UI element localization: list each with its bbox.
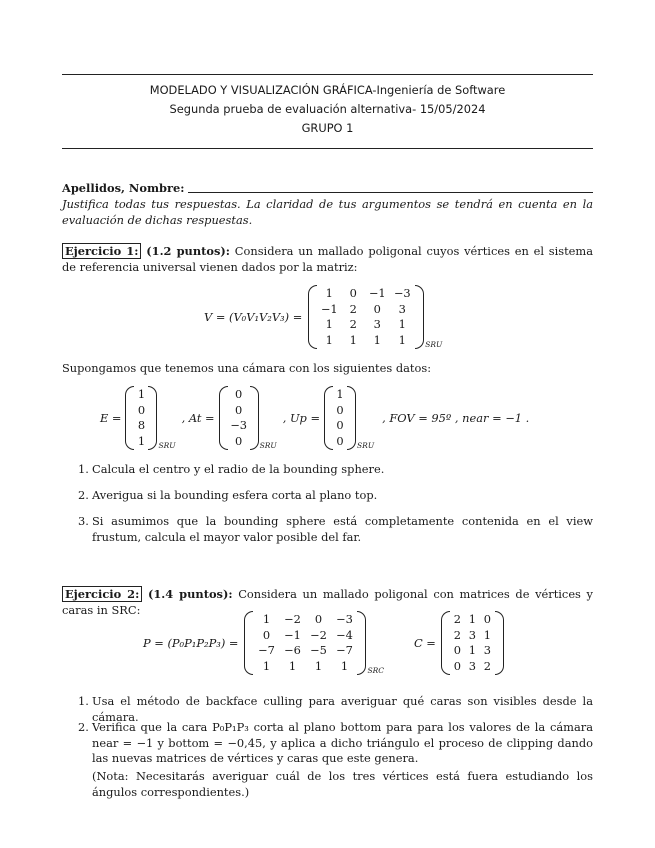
- matrix-cell: −5: [310, 643, 327, 657]
- At-sub: SRU: [259, 441, 277, 450]
- question-text: Si asumimos que la bounding sphere está completamente contenida en el view frustum, calcula el mayor valor posible del far.: [92, 514, 593, 544]
- matrix-cell: −7: [336, 643, 353, 657]
- camera-intro: Supongamos que tenemos una cámara con los siguientes datos:: [62, 361, 432, 375]
- matrix-P-sub: SRC: [367, 666, 384, 675]
- matrix-cell: 1: [483, 627, 491, 642]
- matrix-cell: 0: [262, 627, 271, 642]
- matrix-cell: 3: [373, 317, 381, 331]
- E-label: E =: [100, 411, 122, 425]
- exam-title: Segunda prueba de evaluación alternativa- 15/05/2024: [169, 102, 486, 116]
- At-label: , At =: [181, 411, 215, 425]
- fov-near: , FOV = 95º , near = −1 .: [382, 411, 530, 425]
- matrix-cell: 1: [336, 387, 344, 401]
- matrix-cell: 0: [234, 402, 243, 417]
- right-paren: [148, 386, 157, 450]
- question-number: 1.: [78, 694, 89, 708]
- ex2-note: (Nota: Necesitarás averiguar cuál de los tres vértices está fuera estudiando los ángulos correspondientes.): [92, 769, 593, 799]
- left-paren: [244, 611, 253, 675]
- matrix-cell: 0: [234, 387, 243, 401]
- matrix-cell: 0: [336, 402, 344, 417]
- matrix-C-grid: [450, 612, 495, 674]
- matrix-cell: 1: [325, 317, 333, 331]
- matrix-cell: −7: [258, 643, 275, 657]
- camera-vectors: [100, 386, 529, 450]
- matrix-cell: 0: [373, 301, 381, 316]
- matrix-cell: −3: [230, 418, 247, 432]
- matrix-cell: 0: [349, 286, 357, 300]
- top-rule: [62, 74, 593, 75]
- matrix-cell: 0: [453, 643, 461, 657]
- left-paren: [125, 386, 134, 450]
- matrix-V: [204, 285, 442, 349]
- ex1-intro-text: Considera un mallado poligonal cuyos vértices en el sistema de referencia universal vienen dados por la matriz:: [62, 244, 593, 274]
- matrix-V-lhs: V = (V₀V₁V₂V₃) =: [204, 310, 303, 324]
- question-number: 2.: [78, 720, 89, 734]
- instructions: Justifica todas tus respuestas. La claridad de tus argumentos se tendrá en cuenta en la evaluación de dichas respuestas.: [62, 197, 593, 227]
- matrix-P: [143, 611, 504, 675]
- matrix-cell: 3: [468, 627, 476, 642]
- matrix-V-sub: SRU: [425, 340, 443, 349]
- matrix-cell: 1: [398, 317, 406, 331]
- matrix-cell: 1: [349, 332, 357, 347]
- left-paren: [308, 285, 317, 349]
- matrix-cell: 1: [325, 332, 333, 347]
- matrix-cell: 0: [137, 402, 146, 417]
- question-text: Averigua si la bounding esfera corta al plano top.: [92, 488, 378, 502]
- matrix-cell: 1: [373, 332, 381, 347]
- ex2-label: Ejercicio 2:: [62, 586, 142, 602]
- matrix-cell: 1: [468, 612, 476, 626]
- ex1-points: (1.2 puntos):: [146, 244, 230, 258]
- matrix-cell: 1: [262, 658, 271, 673]
- matrix-P-grid: [253, 612, 357, 674]
- matrix-cell: 1: [340, 658, 349, 673]
- matrix-cell: −1: [320, 301, 338, 316]
- matrix-cell: 2: [453, 612, 461, 626]
- matrix-C-lhs: C =: [413, 636, 436, 650]
- matrix-cell: 8: [137, 418, 146, 432]
- matrix-cell: 0: [453, 658, 461, 673]
- ex1-intro: [62, 244, 593, 275]
- matrix-cell: 1: [262, 612, 271, 626]
- matrix-cell: 0: [483, 612, 491, 626]
- matrix-V-grid: [317, 286, 415, 348]
- At-vector: [228, 387, 250, 449]
- matrix-cell: 1: [325, 286, 333, 300]
- matrix-cell: −1: [368, 286, 386, 300]
- question-number: 2.: [78, 488, 89, 502]
- matrix-cell: 3: [468, 658, 476, 673]
- E-vector: [134, 387, 148, 449]
- Up-vector: [333, 387, 347, 449]
- E-sub: SRU: [158, 441, 176, 450]
- matrix-cell: 1: [314, 658, 323, 673]
- matrix-cell: 3: [398, 301, 406, 316]
- matrix-cell: 1: [468, 643, 476, 657]
- right-paren: [347, 386, 356, 450]
- name-label: Apellidos, Nombre:: [62, 181, 185, 195]
- right-paren: [495, 611, 504, 675]
- question-text: Verifica que la cara P₀P₁P₃ corta al plano bottom para para los valores de la cámara near = −1 y bottom = −0,45, y aplica a dicho triángulo el proceso de clipping dando las nuevas matrices de vértices y caras que este genera.: [92, 720, 593, 765]
- left-paren: [219, 386, 228, 450]
- course-title: MODELADO Y VISUALIZACIÓN GRÁFICA-Ingeniería de Software: [149, 83, 506, 97]
- right-paren: [250, 386, 259, 450]
- ex1-label: Ejercicio 1:: [62, 243, 141, 259]
- ex2-intro-text: Considera un mallado poligonal con matrices de vértices y caras in SRC:: [62, 587, 593, 617]
- matrix-cell: 2: [453, 627, 461, 642]
- matrix-cell: 1: [398, 332, 406, 347]
- matrix-cell: 2: [483, 658, 491, 673]
- question-number: 1.: [78, 462, 89, 476]
- matrix-cell: 0: [336, 418, 344, 432]
- right-paren: [415, 285, 424, 349]
- left-paren: [324, 386, 333, 450]
- matrix-cell: −4: [336, 627, 353, 642]
- question-number: 3.: [78, 514, 89, 528]
- matrix-cell: 1: [288, 658, 297, 673]
- matrix-cell: 3: [483, 643, 491, 657]
- group-label: GRUPO 1: [301, 121, 354, 135]
- matrix-cell: −6: [284, 643, 301, 657]
- question-text: Usa el método de backface culling para averiguar qué caras son visibles desde la cámara.: [92, 694, 593, 724]
- right-paren: [357, 611, 366, 675]
- matrix-cell: −2: [284, 612, 301, 626]
- left-paren: [441, 611, 450, 675]
- matrix-cell: −3: [336, 612, 353, 626]
- matrix-cell: 0: [314, 612, 323, 626]
- matrix-cell: 2: [349, 301, 357, 316]
- matrix-cell: 0: [336, 433, 344, 448]
- matrix-cell: 1: [137, 387, 146, 401]
- matrix-cell: 0: [234, 433, 243, 448]
- Up-sub: SRU: [357, 441, 375, 450]
- ex2-points: (1.4 puntos):: [147, 587, 233, 601]
- matrix-cell: −2: [310, 627, 327, 642]
- matrix-P-lhs: P = (P₀P₁P₂P₃) =: [143, 636, 239, 650]
- matrix-cell: −3: [393, 286, 411, 300]
- Up-label: , Up =: [282, 411, 321, 425]
- matrix-cell: −1: [284, 627, 301, 642]
- name-field[interactable]: [188, 192, 593, 193]
- question-text: Calcula el centro y el radio de la bounding sphere.: [92, 462, 385, 476]
- matrix-cell: 2: [349, 317, 357, 331]
- matrix-cell: 1: [137, 433, 146, 448]
- bottom-rule: [62, 148, 593, 149]
